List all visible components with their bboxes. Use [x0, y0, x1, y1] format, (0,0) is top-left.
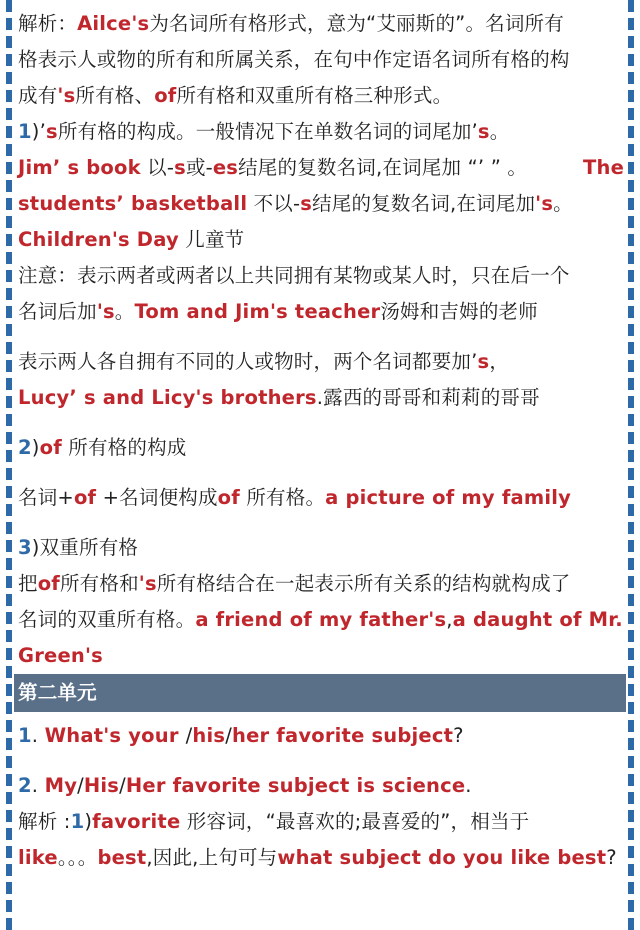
highlight: of [73, 486, 97, 509]
text: . [465, 774, 472, 797]
text-line [18, 150, 624, 186]
text: 不以- [247, 192, 301, 215]
highlight: 's [96, 300, 115, 323]
text: 所有格。 [239, 486, 326, 509]
list-number: 2 [18, 436, 32, 459]
right-dashed-border [628, 0, 634, 930]
highlight: of [37, 572, 60, 595]
text-line [18, 430, 624, 466]
highlight: her favorite subject [231, 724, 454, 747]
text: 以- [140, 156, 175, 179]
text: 名词的双重所有格。 [18, 608, 196, 631]
text: 汤姆和吉姆的老师 [380, 300, 538, 323]
text: +名词便构成 [96, 486, 218, 509]
highlight: Ailce's [77, 12, 150, 35]
text: .露西的哥哥和莉莉的哥哥 [316, 386, 540, 409]
highlight: The [582, 156, 624, 179]
highlight: his [192, 724, 226, 747]
highlight: of [39, 436, 62, 459]
text: ? [606, 846, 617, 869]
text: 结尾的复数名词,在词尾加 [312, 192, 536, 215]
text-line [18, 530, 624, 566]
text: 格表示人或物的所有和所属关系，在句中作定语名词所有格的构 [18, 48, 570, 71]
text-line [18, 380, 624, 416]
text: 所有格的构成。一般情况下在单数名词的词尾加’ [57, 120, 478, 143]
text-line [18, 258, 624, 294]
text-line [18, 602, 624, 638]
highlight: My [44, 774, 78, 797]
text-line [18, 294, 624, 330]
highlight: 's [535, 192, 554, 215]
highlight: s [46, 120, 58, 143]
text: , [446, 608, 453, 631]
highlight: s [174, 156, 186, 179]
text: 儿童节 [178, 228, 245, 251]
text: 。 [489, 120, 510, 143]
list-number: 1 [18, 724, 32, 747]
text: ,因此,上句可与 [146, 846, 278, 869]
question-1 [18, 718, 624, 754]
text: 所有格和 [59, 572, 139, 595]
text: ) [31, 436, 40, 459]
text: 。 [114, 300, 135, 323]
highlight: of [154, 84, 177, 107]
text: )’ [31, 120, 46, 143]
highlight: what subject do you like best [277, 846, 607, 869]
question-2 [18, 768, 624, 804]
highlight: a picture of my family [325, 486, 572, 509]
highlight: like [18, 846, 58, 869]
note-line [18, 840, 624, 876]
text: 结尾的复数名词,在词尾加 “’ ” 。 [238, 156, 528, 179]
text-line [18, 566, 624, 602]
text: 所有格的构成 [61, 436, 187, 459]
text-line [18, 222, 624, 258]
highlight: best [97, 846, 147, 869]
text: . [31, 774, 45, 797]
text-line [18, 114, 624, 150]
highlight: Tom and Jim's teacher [134, 300, 381, 323]
text: 解析 : [18, 810, 71, 833]
text: )双重所有格 [31, 536, 139, 559]
text: 名词+ [18, 486, 74, 509]
highlight: students’ basketball [18, 192, 248, 215]
text: 名词后加 [18, 300, 97, 323]
highlight: a daught of Mr. [452, 608, 623, 631]
text-line [18, 186, 624, 222]
highlight: What's your [44, 724, 186, 747]
highlight: of [217, 486, 240, 509]
text: 表示两人各自拥有不同的人或物时，两个名词都要加’ [18, 350, 478, 373]
highlight: Her favorite subject is science [125, 774, 466, 797]
text-line [18, 344, 624, 380]
text: 。 [553, 192, 573, 215]
text: 成有 [18, 84, 58, 107]
document-body [18, 6, 624, 876]
text: . [31, 724, 45, 747]
highlight: 's [138, 572, 157, 595]
highlight: Children's Day [18, 228, 179, 251]
text: / [77, 774, 84, 797]
note-line [18, 804, 624, 840]
highlight: Green's [18, 644, 103, 667]
list-number: 1 [70, 810, 85, 833]
text: 所有格和双重所有格三种形式。 [176, 84, 453, 107]
text: 所有格、 [75, 84, 155, 107]
text: ， [489, 350, 510, 373]
text: ? [453, 724, 464, 747]
highlight: a friend of my father's [195, 608, 447, 631]
list-number: 2 [18, 774, 32, 797]
text: 解析： [18, 12, 78, 35]
highlight: s [477, 120, 490, 143]
text: 所有格结合在一起表示所有关系的结构就构成了 [156, 572, 571, 595]
text-line [18, 6, 624, 42]
highlight: His [83, 774, 120, 797]
text-line [18, 638, 624, 674]
list-number: 3 [18, 536, 32, 559]
highlight: Lucy’ s and Licy's brothers [18, 386, 317, 409]
highlight: es [212, 156, 239, 179]
text: ) [84, 810, 93, 833]
text: / [185, 724, 193, 747]
highlight: Jim’ s book [18, 156, 141, 179]
text-line [18, 480, 624, 516]
left-dashed-border [6, 0, 12, 930]
text-line [18, 42, 624, 78]
unit-heading: 第二单元 [14, 674, 626, 712]
text: / [119, 774, 126, 797]
text: 把 [18, 572, 38, 595]
text-line [18, 78, 624, 114]
highlight: s [477, 350, 490, 373]
text: 注意：表示两者或两者以上共同拥有某物或某人时，只在后一个 [18, 264, 570, 287]
text: 形容词，“最喜欢的;最喜爱的”，相当于 [180, 810, 530, 833]
text: 或- [185, 156, 213, 179]
highlight: favorite [92, 810, 181, 833]
list-number: 1 [18, 120, 32, 143]
text: 为名词所有格形式，意为“艾丽斯的”。名词所有 [149, 12, 564, 35]
text: / [225, 724, 232, 747]
text: 。。。 [57, 846, 98, 869]
highlight: s [300, 192, 313, 215]
highlight: 's [57, 84, 76, 107]
